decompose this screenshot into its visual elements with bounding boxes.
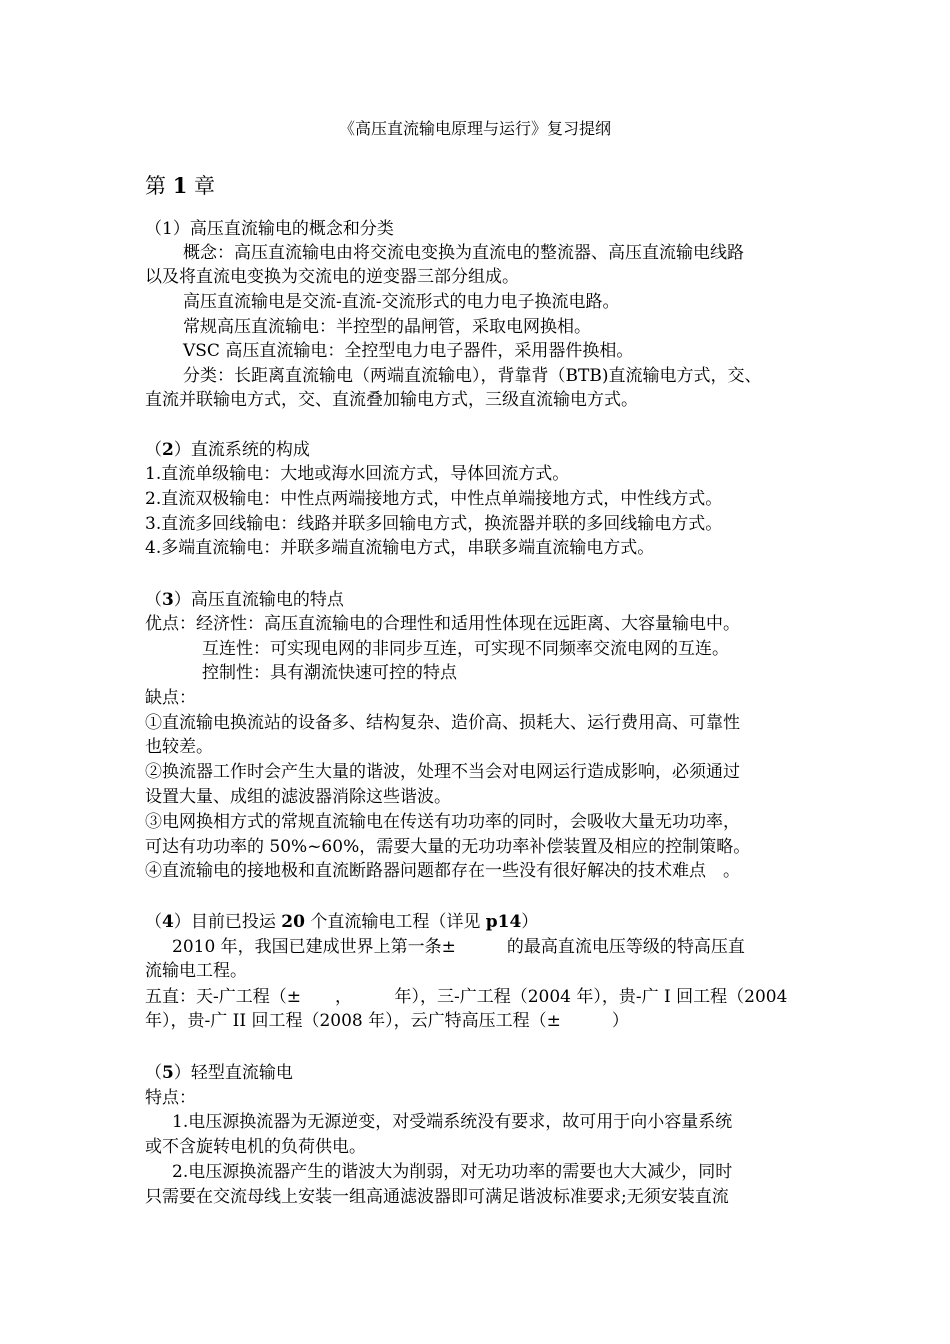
s1-paragraph-line: 直流并联输电方式，交、直流叠加输电方式，三级直流输电方式。 [145, 390, 638, 410]
heading-paren-open: （ [145, 1063, 162, 1083]
heading-paren-open: （ [145, 590, 162, 610]
s5-text-line: 特点： [145, 1088, 196, 1108]
s3-text-line: 也较差。 [145, 737, 213, 757]
heading-page-ref: p14 [485, 912, 522, 932]
heading-number: 5 [162, 1063, 174, 1083]
s1-paragraph-line: VSC 高压直流输电：全控型电力电子器件，采用器件换相。 [183, 341, 634, 361]
s3-text-line: 缺点： [145, 688, 196, 708]
heading-paren-close: ） [521, 912, 539, 932]
heading-number: 3 [162, 590, 174, 610]
section-3-heading [145, 588, 344, 612]
heading-text: ）直流系统的构成 [173, 440, 310, 460]
heading-text: ）高压直流输电的特点 [173, 590, 344, 610]
chapter-prefix: 第 [145, 174, 173, 198]
heading-number: 4 [162, 912, 174, 932]
s4-text-line: 2010 年，我国已建成世界上第一条± 的最高直流电压等级的特高压直 [172, 937, 745, 957]
s3-text-line: 可达有功功率的 50%~60%，需要大量的无功功率补偿装置及相应的控制策略。 [145, 837, 751, 857]
s3-text-line: 控制性：具有潮流快速可控的特点 [202, 663, 457, 683]
s1-paragraph-line: 常规高压直流输电：半控型的晶闸管，采取电网换相。 [183, 317, 591, 337]
section-1-heading: （1）高压直流输电的概念和分类 [145, 219, 394, 239]
s3-text-line: 互连性：可实现电网的非同步互连，可实现不同频率交流电网的互连。 [202, 639, 729, 659]
s1-paragraph-line: 分类：长距离直流输电（两端直流输电），背靠背（BTB)直流输电方式，交、 [183, 366, 762, 386]
s3-text-line: 设置大量、成组的滤波器消除这些谐波。 [145, 787, 451, 807]
heading-number: 2 [162, 440, 174, 460]
s5-text-line: 或不含旋转电机的负荷供电。 [145, 1137, 366, 1157]
s2-list-item: 4.多端直流输电：并联多端直流输电方式，串联多端直流输电方式。 [145, 538, 655, 558]
s2-list-item: 2.直流双极输电：中性点两端接地方式，中性点单端接地方式，中性线方式。 [145, 489, 723, 509]
s2-list-item: 3.直流多回线输电：线路并联多回输电方式，换流器并联的多回线输电方式。 [145, 514, 723, 534]
s1-paragraph-line: 高压直流输电是交流-直流-交流形式的电力电子换流电路。 [183, 292, 620, 312]
s4-text-line: 年），贵-广 II 回工程（2008 年），云广特高压工程（± ） [145, 1011, 629, 1031]
section-2-heading [145, 438, 310, 462]
heading-paren-open: （ [145, 440, 162, 460]
s5-text-line: 2.电压源换流器产生的谐波大为削弱，对无功功率的需要也大大减少，同时 [172, 1162, 733, 1182]
section-4-heading [145, 910, 538, 934]
section-5-heading [145, 1061, 293, 1085]
chapter-number: 1 [172, 173, 188, 198]
heading-text: ）轻型直流输电 [173, 1063, 293, 1083]
s3-text-line: ③电网换相方式的常规直流输电在传送有功功率的同时，会吸收大量无功功率， [145, 812, 740, 832]
s5-text-line: 1.电压源换流器为无源逆变，对受端系统没有要求，故可用于向小容量系统 [172, 1112, 733, 1132]
document-title: 《高压直流输电原理与运行》复习提纲 [338, 119, 611, 138]
s1-paragraph-line: 以及将直流电变换为交流电的逆变器三部分组成。 [145, 267, 519, 287]
s3-text-line: 优点：经济性：高压直流输电的合理性和适用性体现在远距离、大容量输电中。 [145, 614, 740, 634]
s2-list-item: 1.直流单级输电：大地或海水回流方式，导体回流方式。 [145, 464, 570, 484]
s1-paragraph-line: 概念：高压直流输电由将交流电变换为直流电的整流器、高压直流输电线路 [183, 243, 744, 263]
heading-paren-open: （ [145, 912, 162, 932]
heading-text: ）目前已投运 [173, 912, 282, 932]
s4-text-line: 流输电工程。 [145, 961, 247, 981]
s4-text-line: 五直：天-广工程（± ， 年），三-广工程（2004 年），贵-广 I 回工程（2004 [145, 987, 788, 1007]
chapter-suffix: 章 [187, 174, 215, 198]
s3-text-line: ④直流输电的接地极和直流断路器问题都存在一些没有很好解决的技术难点 。 [145, 861, 740, 881]
heading-text: 个直流输电工程（详见 [304, 912, 486, 932]
s3-text-line: ①直流输电换流站的设备多、结构复杂、造价高、损耗大、运行费用高、可靠性 [145, 713, 740, 733]
chapter-heading [145, 174, 215, 198]
s3-text-line: ②换流器工作时会产生大量的谐波，处理不当会对电网运行造成影响，必须通过 [145, 762, 740, 782]
s5-text-line: 只需要在交流母线上安装一组高通滤波器即可满足谐波标准要求;无须安装直流 [145, 1187, 729, 1207]
heading-count: 20 [281, 912, 305, 932]
